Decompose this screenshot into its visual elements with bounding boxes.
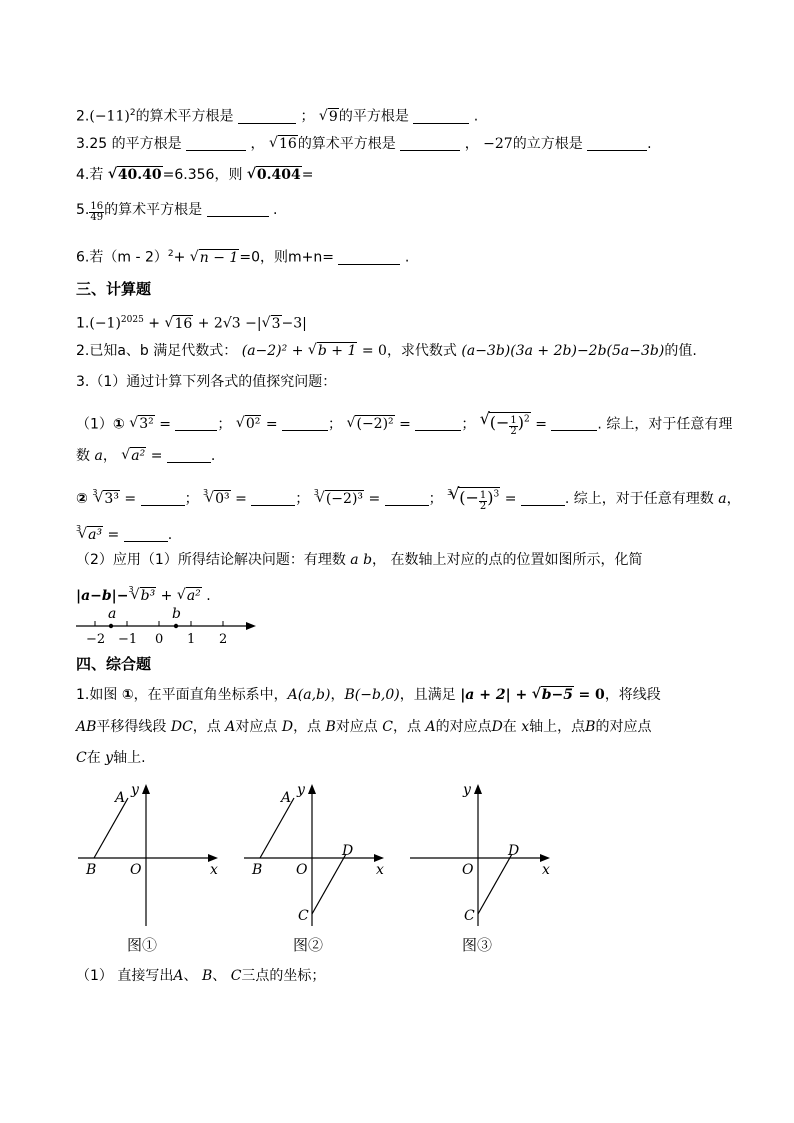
separator: ，	[464, 136, 479, 152]
operator: +	[173, 249, 186, 266]
question-text: 的算术平方根是	[104, 202, 203, 218]
radicand: (− $\frac{1}{2}$ )$^3$	[459, 488, 500, 512]
period: .	[273, 202, 278, 218]
math-expression: = 0	[361, 343, 387, 359]
cbrt-expression	[205, 489, 231, 509]
sqrt-expression	[262, 314, 282, 334]
sqrt-expression	[532, 685, 574, 705]
answer-blank[interactable]	[207, 202, 269, 217]
answer-blank[interactable]	[415, 416, 461, 431]
radicand: 0²	[245, 416, 261, 433]
answer-blank[interactable]	[186, 136, 246, 151]
section-heading: 三、计算题	[76, 280, 152, 298]
point-a-coordinates: A(a,b)	[287, 687, 331, 703]
calc-question-3-part2-line2: $^3$√ a³ = .	[76, 519, 172, 545]
sqrt-expression	[319, 107, 339, 127]
separator: ；	[300, 108, 315, 125]
circled-number: ①	[112, 416, 125, 433]
arrow-up-icon	[308, 784, 316, 794]
point-a-label: A	[115, 790, 126, 806]
exponent: 2025	[120, 315, 144, 325]
equals: =	[368, 491, 381, 507]
origin-label: O	[130, 862, 142, 878]
separator: ；	[295, 491, 310, 507]
question-text: 若（m - 2）	[89, 249, 168, 266]
sqrt-expression	[121, 446, 146, 466]
variable: a	[718, 491, 727, 507]
y-axis-label: y	[463, 782, 471, 798]
y-axis-label: y	[131, 782, 139, 798]
math-expression: + 2√3 −|	[197, 315, 262, 332]
minus-sign: −	[496, 413, 510, 433]
calc-question-3-intro: 3.（1）通过计算下列各式的值探究问题：	[76, 374, 337, 390]
question-text: ，点	[293, 719, 322, 735]
question-text: 对应点	[335, 719, 378, 735]
radicand: b−5	[541, 687, 573, 703]
comprehensive-question-1-line1	[76, 685, 661, 705]
simplify-expression: |a−b|−$^3$√ b³ + √ a² .	[76, 580, 211, 606]
math-expression: (a−2)² +	[241, 343, 304, 359]
question-text: 若	[89, 167, 104, 183]
tick-label: −1	[118, 632, 138, 646]
question-text: 的算术平方根是	[297, 136, 396, 152]
radicand: n − 1	[199, 249, 239, 266]
radicand: a³	[88, 527, 103, 543]
answer-blank[interactable]	[587, 136, 647, 151]
radicand: 40.40	[117, 167, 162, 183]
point-d-label: D	[508, 843, 520, 859]
arrow-up-icon	[142, 784, 150, 794]
point-b-dot	[174, 624, 178, 628]
conclusion-text: 综上，对于任意有理数	[573, 491, 714, 507]
point-b-coordinates: B(−b,0)	[344, 687, 400, 703]
x-axis-label: x	[376, 862, 384, 878]
radicand: (−2)²	[356, 416, 394, 433]
part-label: （1）	[76, 416, 113, 433]
answer-blank[interactable]	[413, 109, 469, 124]
question-text: ，点	[392, 719, 421, 735]
comprehensive-question-1-line3	[76, 748, 146, 768]
point-label: B	[325, 719, 336, 735]
numerator: 16	[90, 201, 104, 212]
question-text: ，点	[192, 719, 221, 735]
question-number: 6.	[76, 249, 90, 266]
cbrt-expression	[449, 485, 500, 512]
sqrt-expression	[269, 134, 298, 154]
point-b-label: b	[172, 606, 181, 622]
separator: ；	[217, 416, 232, 433]
math-expression: (−1)	[89, 315, 121, 332]
origin-label: O	[462, 862, 474, 878]
math-expression: |a + 2| +	[460, 687, 528, 703]
question-text: 直接写出	[117, 968, 174, 984]
question-number: 5.	[76, 202, 90, 218]
question-text: =6.356，则	[162, 167, 243, 183]
radicand: 3	[271, 315, 281, 332]
question-text: 三点的坐标；	[241, 968, 326, 984]
figure-caption: 图②	[293, 936, 324, 954]
radicand: (−2)³	[325, 491, 364, 507]
numerator: 1	[510, 415, 517, 427]
answer-blank[interactable]	[282, 416, 328, 431]
question-text: ，将线段	[604, 687, 661, 703]
origin-label: O	[296, 862, 308, 878]
point-label: B	[585, 719, 596, 735]
radicand: 0.404	[256, 167, 301, 183]
question-text: 的算术平方根是	[135, 108, 234, 125]
denominator: 2	[510, 426, 517, 438]
sqrt-expression	[308, 341, 358, 361]
numerator: 1	[479, 490, 487, 501]
period: .	[597, 416, 602, 433]
equals: =	[159, 416, 171, 433]
point-label: A	[425, 719, 436, 735]
question-text: （2）应用（1）所得结论解决问题：有理数	[76, 552, 346, 568]
coordinate-figures	[70, 778, 560, 960]
equals: =	[107, 527, 120, 543]
answer-blank[interactable]	[251, 491, 295, 506]
separator: ；	[184, 491, 199, 507]
radicand: 0³	[215, 491, 230, 507]
math-expression: (a−3b)(3a + 2b)−2b(5a−3b)	[461, 343, 665, 359]
radicand: b³	[140, 588, 156, 604]
question-text: 的平方根是	[338, 108, 409, 125]
calc-question-3-part2-line1: ② $^3$√ 3³ = ； $^3$√ 0³ = ； $^3$√ (−2)³ = ； $^3$√ (− $\frac{1}{2}$ )$^3$ = . 综上，对于任意有理数 a，	[76, 483, 741, 512]
arrow-up-icon	[474, 784, 482, 794]
sqrt-expression	[480, 410, 531, 437]
question-text: 1.如图	[76, 687, 118, 703]
minus-sign: −	[465, 488, 479, 507]
question-number: 3.	[76, 136, 90, 152]
separator: ；	[461, 416, 476, 433]
point-label: D	[281, 719, 294, 735]
radicand: 3²	[139, 416, 154, 433]
axis-name: y	[105, 750, 114, 766]
circled-number: ②	[76, 491, 88, 507]
section-heading: 四、综合题	[76, 655, 152, 673]
question-number: 4.	[76, 167, 90, 183]
separator: ，	[250, 136, 265, 152]
segment-ab	[94, 798, 128, 858]
sqrt-expression	[236, 414, 262, 434]
question-2	[76, 103, 478, 127]
circled-number: ①	[121, 687, 134, 703]
question-text: 轴上.	[113, 750, 146, 766]
calc-question-3-part1-line1	[76, 410, 732, 437]
math-expression: −3|	[281, 315, 307, 332]
separator: 、	[212, 968, 227, 984]
question-text: ， 在数轴上对应的点的位置如图所示，化简	[372, 552, 643, 568]
math-expression: = 0	[578, 687, 605, 703]
point-c-label: C	[298, 908, 309, 924]
x-axis-label: x	[210, 862, 218, 878]
cbrt-expression	[78, 525, 103, 545]
point-d-label: D	[342, 843, 354, 859]
fraction	[89, 202, 104, 223]
part-label: （1）	[76, 968, 113, 984]
question-text: =0，则m+n=	[239, 249, 334, 266]
sqrt-expression	[247, 165, 302, 185]
question-text: 的对应点	[595, 719, 652, 735]
radicand: a²	[186, 588, 201, 604]
point-a-label: a	[108, 606, 117, 622]
tick-label: 0	[155, 632, 164, 646]
question-text: 的值.	[664, 343, 697, 359]
answer-blank[interactable]	[167, 448, 211, 463]
math-value: −27	[483, 136, 513, 152]
question-4	[76, 165, 314, 185]
fraction	[509, 416, 517, 437]
segment-dc: DC	[170, 719, 193, 735]
x-axis-label: x	[542, 862, 550, 878]
point-a-label: A	[281, 790, 292, 806]
point-label: C	[230, 968, 242, 984]
radicand: (− $\frac{1}{2}$ )$^2$	[489, 413, 530, 438]
radicand: 9	[328, 108, 338, 125]
denominator: 49	[90, 212, 104, 223]
calc-question-2	[76, 341, 697, 361]
radicand: b + 1	[317, 343, 357, 359]
point-label: B	[201, 968, 213, 984]
question-number: 2.	[76, 108, 90, 125]
figure-3	[410, 782, 550, 954]
calc-question-3-part1-line2: 数 a， √ a² = .	[76, 446, 215, 466]
arrow-right-icon	[540, 854, 550, 862]
question-text: 平移得线段	[96, 719, 167, 735]
answer-blank[interactable]	[400, 136, 460, 151]
number-line	[70, 604, 270, 646]
fraction	[479, 491, 487, 512]
comprehensive-question-1-line2	[76, 717, 651, 737]
question-text: 的对应点	[435, 719, 492, 735]
cbrt-expression	[94, 489, 120, 509]
y-axis-label: y	[297, 782, 305, 798]
radicand: 3³	[104, 491, 119, 507]
conclusion-text: 综上，对于任意有理	[606, 416, 733, 433]
variables: a b	[350, 552, 373, 568]
point-label: A	[173, 968, 184, 984]
period: .	[564, 491, 570, 507]
question-text: 25 的平方根是	[89, 136, 182, 152]
sqrt-expression	[129, 414, 155, 434]
math-expression: |a−b|−	[76, 588, 129, 604]
segment-dc	[312, 854, 346, 914]
equals: =	[124, 491, 137, 507]
separator: 、	[183, 968, 198, 984]
answer-blank[interactable]	[551, 416, 597, 431]
question-text: 轴上，点	[529, 719, 586, 735]
question-number: 1.	[76, 315, 90, 332]
figure-caption: 图①	[127, 936, 158, 954]
answer-blank[interactable]	[521, 491, 565, 506]
period: .	[404, 249, 410, 266]
question-6	[76, 244, 409, 268]
period: .	[167, 527, 173, 543]
answer-blank[interactable]	[238, 109, 296, 124]
equals: =	[235, 491, 247, 507]
answer-blank[interactable]	[338, 250, 400, 265]
segment-ab: AB	[76, 719, 97, 735]
point-label: C	[382, 719, 393, 735]
sqrt-expression	[164, 314, 193, 334]
question-text: 在	[502, 719, 517, 735]
equals: =	[504, 491, 517, 507]
radicand: a²	[131, 448, 146, 464]
question-text: 2.已知a、b 满足代数式：	[76, 343, 238, 359]
period: .	[647, 136, 652, 152]
exponent: 2	[167, 249, 174, 259]
segment-ab	[260, 798, 294, 858]
axis-name: x	[521, 719, 530, 735]
question-text: ，求代数式	[386, 343, 457, 359]
tick-label: 2	[219, 632, 228, 646]
point-a-dot	[109, 624, 113, 628]
figure-1	[78, 782, 218, 954]
separator: ；	[328, 416, 343, 433]
question-5	[76, 200, 277, 223]
sqrt-expression	[190, 248, 240, 268]
question-text: 在	[86, 750, 101, 766]
equals: =	[301, 167, 314, 183]
calc-question-1	[76, 310, 307, 334]
figure-2	[244, 782, 384, 954]
answer-blank[interactable]	[141, 491, 185, 506]
sqrt-expression	[346, 414, 394, 434]
point-b-label: B	[86, 862, 97, 878]
answer-blank[interactable]	[385, 491, 429, 506]
arrow-right-icon	[246, 622, 256, 630]
radicand: 16	[278, 136, 297, 152]
denominator: 2	[479, 501, 487, 512]
question-text: ，在平面直角坐标系中，	[133, 687, 288, 703]
operator: +	[148, 315, 161, 332]
tick-label: 1	[187, 632, 196, 646]
operator: +	[160, 588, 173, 604]
question-text: ，且满足	[399, 687, 456, 703]
separator: ，	[330, 687, 345, 703]
separator: ；	[428, 491, 443, 507]
equals: =	[399, 416, 411, 433]
conclusion-text: 数	[76, 448, 90, 464]
question-3	[76, 134, 652, 154]
figure-caption: 图③	[462, 936, 493, 954]
segment-dc	[478, 854, 512, 914]
answer-blank[interactable]	[124, 527, 168, 542]
math-expression: (−11)	[89, 108, 130, 125]
cbrt-expression	[131, 586, 157, 606]
cbrt-expression	[316, 489, 364, 509]
arrow-right-icon	[374, 854, 384, 862]
point-label: D	[491, 719, 503, 735]
question-text: 的立方根是	[512, 136, 583, 152]
calc-question-3-part-2	[76, 550, 643, 570]
period: .	[473, 108, 479, 125]
sqrt-expression	[108, 165, 163, 185]
radicand: 16	[174, 315, 193, 332]
point-b-label: B	[252, 862, 263, 878]
sub-question-1	[76, 966, 325, 986]
exponent: 2	[129, 108, 136, 118]
point-label: A	[225, 719, 236, 735]
tick-label: −2	[86, 632, 106, 646]
period: .	[210, 448, 216, 464]
point-label: C	[76, 750, 87, 766]
variable: a	[94, 448, 103, 464]
equals: =	[535, 416, 547, 433]
arrow-right-icon	[208, 854, 218, 862]
equals: =	[150, 448, 163, 464]
point-c-label: C	[464, 908, 475, 924]
sqrt-expression	[177, 586, 202, 606]
question-text: 对应点	[235, 719, 278, 735]
answer-blank[interactable]	[175, 416, 217, 431]
equals: =	[265, 416, 278, 433]
